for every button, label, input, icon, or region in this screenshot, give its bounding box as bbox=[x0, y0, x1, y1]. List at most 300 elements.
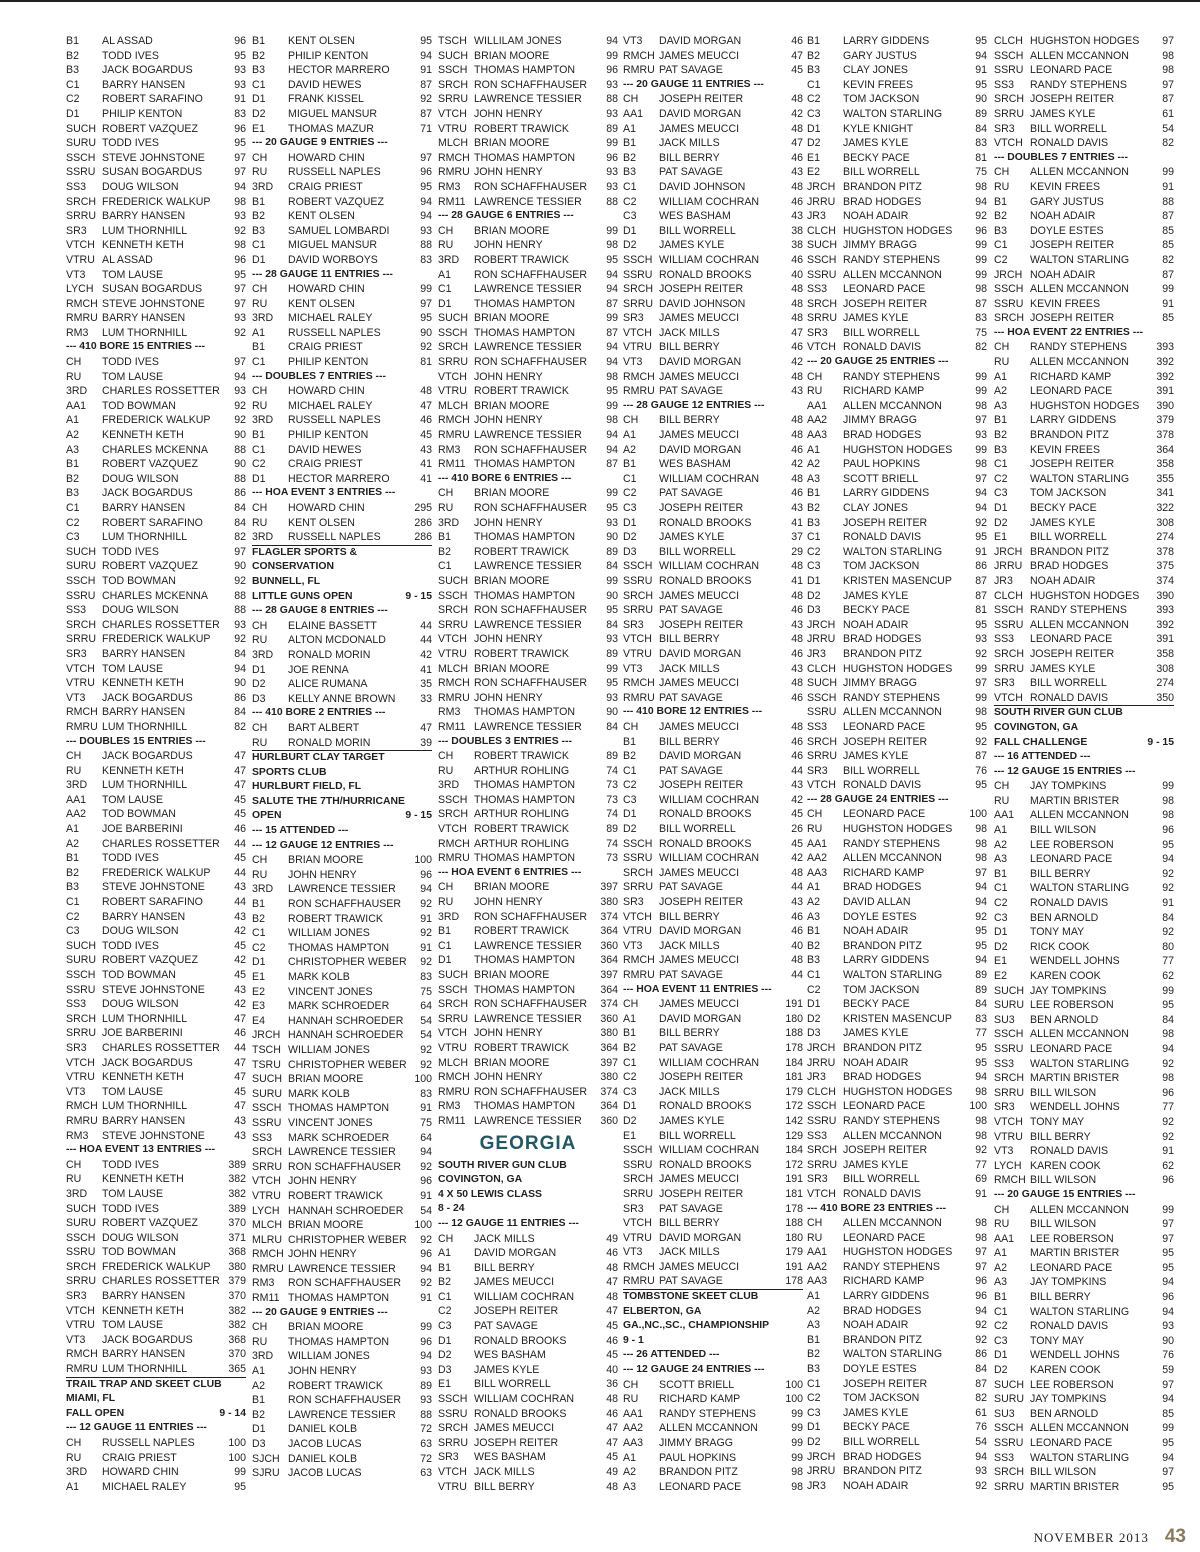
result-row bbox=[623, 165, 803, 180]
shooter-name: BILL BERRY bbox=[1030, 1130, 1091, 1143]
result-row bbox=[438, 632, 618, 647]
event-title: --- 28 GAUGE 8 ENTRIES --- bbox=[252, 605, 388, 617]
class-code: RMCH bbox=[623, 370, 655, 383]
result-row bbox=[252, 1116, 432, 1131]
score: 98 bbox=[1162, 1028, 1174, 1041]
result-row bbox=[623, 880, 803, 895]
class-code: VTRU bbox=[438, 1480, 467, 1493]
shooter-name: LAWRENCE TESSIER bbox=[474, 560, 582, 573]
score: 392 bbox=[1156, 618, 1174, 631]
shooter-name: RANDY STEPHENS bbox=[843, 253, 940, 266]
class-code: AA1 bbox=[994, 1232, 1015, 1245]
score: 95 bbox=[975, 1041, 987, 1054]
class-code: SSCH bbox=[438, 326, 468, 339]
result-row bbox=[438, 1319, 618, 1334]
issue-date: NOVEMBER 2013 bbox=[1033, 1530, 1149, 1545]
result-row bbox=[807, 749, 987, 764]
result-row bbox=[807, 1041, 987, 1056]
score: 99 bbox=[606, 224, 618, 237]
shooter-name: HANNAH SCHROEDER bbox=[288, 1029, 404, 1042]
result-row bbox=[66, 122, 246, 137]
result-row bbox=[994, 399, 1174, 414]
class-code: SRCH bbox=[994, 312, 1025, 325]
class-code: VTCH bbox=[66, 1304, 95, 1317]
shooter-name: JOSEPH REITER bbox=[843, 297, 928, 310]
score: 83 bbox=[420, 1087, 432, 1100]
result-row bbox=[438, 589, 618, 604]
shooter-name: WILLIAM COCHRAN bbox=[659, 852, 760, 865]
class-code: A1 bbox=[994, 824, 1007, 837]
shooter-name: BARRY HANSEN bbox=[102, 1114, 186, 1127]
result-row bbox=[66, 209, 246, 224]
shooter-name: LAWRENCE TESSIER bbox=[288, 1408, 396, 1421]
result-row bbox=[623, 1129, 803, 1144]
result-row bbox=[994, 1013, 1174, 1028]
score: 42 bbox=[791, 852, 803, 865]
result-row bbox=[994, 1027, 1174, 1042]
score: 91 bbox=[420, 1292, 432, 1305]
score: 43 bbox=[234, 983, 246, 996]
score: 99 bbox=[975, 239, 987, 252]
class-code: E4 bbox=[252, 1014, 265, 1027]
shooter-name: BRAD HODGES bbox=[843, 1304, 922, 1317]
score: 100 bbox=[228, 1451, 246, 1464]
shooter-name: JACK MILLS bbox=[659, 1085, 720, 1098]
result-row bbox=[252, 238, 432, 253]
class-code: SUCH bbox=[994, 984, 1025, 997]
class-code: VTCH bbox=[623, 910, 652, 923]
result-row bbox=[438, 107, 618, 122]
class-code: SRRU bbox=[623, 297, 654, 310]
result-row bbox=[252, 180, 432, 195]
shooter-name: ROBERT SARAFINO bbox=[102, 93, 203, 106]
shooter-name: BRIAN MOORE bbox=[474, 969, 550, 981]
class-code: A2 bbox=[994, 385, 1007, 398]
shooter-name: STEVE JOHNSTONE bbox=[102, 1129, 205, 1142]
score: 47 bbox=[791, 326, 803, 339]
class-code: RMRU bbox=[623, 64, 655, 77]
class-code: SRCH bbox=[438, 998, 469, 1011]
shooter-name: JAMES MEUCCI bbox=[659, 1173, 740, 1186]
result-row bbox=[252, 1174, 432, 1189]
score: 46 bbox=[606, 1247, 618, 1260]
class-code: B1 bbox=[252, 195, 265, 208]
score: 88 bbox=[420, 239, 432, 252]
result-row bbox=[994, 195, 1174, 210]
shooter-name: THOMAS HAMPTON bbox=[474, 779, 576, 792]
score: 350 bbox=[1156, 691, 1174, 704]
shooter-name: JAY TOMPKINS bbox=[1030, 1393, 1107, 1406]
score: 95 bbox=[234, 268, 246, 281]
shooter-name: DAVID JOHNSON bbox=[659, 297, 746, 310]
shooter-name: RONALD DAVIS bbox=[1030, 1320, 1109, 1333]
class-code: MLCH bbox=[438, 399, 469, 412]
event-heading bbox=[807, 793, 987, 808]
result-row bbox=[807, 662, 987, 677]
score: 98 bbox=[606, 239, 618, 252]
class-code: SRCH bbox=[994, 93, 1025, 106]
class-code: SSRU bbox=[994, 297, 1024, 310]
score: 90 bbox=[606, 706, 618, 719]
score: 95 bbox=[606, 253, 618, 266]
score: 98 bbox=[791, 1466, 803, 1479]
result-row bbox=[252, 692, 432, 707]
class-code: SRCH bbox=[66, 1012, 97, 1025]
class-code: VTRU bbox=[623, 341, 652, 354]
result-row bbox=[252, 326, 432, 341]
shooter-name: DAVID WORBOYS bbox=[288, 253, 378, 266]
result-row bbox=[623, 735, 803, 750]
class-code: RU bbox=[623, 1393, 639, 1406]
result-row bbox=[66, 428, 246, 443]
class-code: SSCH bbox=[807, 1100, 837, 1113]
shooter-name: THOMAS HAMPTON bbox=[288, 1335, 390, 1348]
shooter-name: FREDERICK WALKUP bbox=[102, 1260, 211, 1273]
score: 41 bbox=[420, 458, 432, 471]
shooter-name: PAT SAVAGE bbox=[659, 64, 723, 77]
shooter-name: HUGHSTON HODGES bbox=[843, 1246, 953, 1259]
event-title: --- DOUBLES 15 ENTRIES --- bbox=[66, 735, 206, 747]
score: 44 bbox=[234, 1041, 246, 1054]
club-heading: GA.,NC.,SC., CHAMPIONSHIP bbox=[623, 1320, 770, 1332]
score: 73 bbox=[606, 779, 618, 792]
shooter-name: CRAIG PRIEST bbox=[102, 1451, 177, 1464]
class-code: B3 bbox=[66, 487, 79, 500]
result-row bbox=[66, 370, 246, 385]
shooter-name: LARRY GIDDENS bbox=[843, 35, 930, 47]
shooter-name: BRAD HODGES bbox=[843, 429, 922, 442]
shooter-name: RON SCHAFFHAUSER bbox=[474, 443, 588, 456]
score: 94 bbox=[420, 1350, 432, 1363]
class-code: RU bbox=[66, 764, 82, 777]
class-code: SSRU bbox=[623, 852, 653, 865]
shooter-name: LAWRENCE TESSIER bbox=[474, 939, 582, 952]
event-title: --- 12 GAUGE 15 ENTRIES --- bbox=[994, 765, 1136, 777]
shooter-name: HOWARD CHIN bbox=[288, 385, 365, 398]
shooter-name: BRANDON PITZ bbox=[843, 1041, 922, 1054]
result-row bbox=[623, 311, 803, 326]
result-row bbox=[994, 413, 1174, 428]
score: 82 bbox=[234, 531, 246, 544]
result-row bbox=[994, 574, 1174, 589]
class-code: SRRU bbox=[807, 750, 838, 763]
results-column bbox=[807, 34, 987, 1493]
score: 94 bbox=[234, 370, 246, 383]
score: 91 bbox=[1162, 897, 1174, 910]
event-heading bbox=[994, 1188, 1174, 1203]
class-code: SS3 bbox=[994, 633, 1015, 646]
score: 397 bbox=[600, 969, 618, 981]
result-row bbox=[66, 1304, 246, 1319]
shooter-name: BARRY HANSEN bbox=[102, 706, 186, 719]
result-row bbox=[994, 1407, 1174, 1422]
shooter-name: CHRISTOPHER WEBER bbox=[288, 956, 407, 969]
result-row bbox=[994, 1130, 1174, 1145]
club-heading: FLAGLER SPORTS & bbox=[252, 545, 432, 561]
class-code: A1 bbox=[807, 443, 820, 456]
shooter-name: BILL BERRY bbox=[659, 1217, 720, 1230]
score: 80 bbox=[1162, 940, 1174, 953]
score: 88 bbox=[606, 93, 618, 106]
event-heading bbox=[66, 1421, 246, 1436]
shooter-name: WENDELL JOHNS bbox=[1030, 1349, 1120, 1362]
result-row bbox=[66, 1436, 246, 1451]
score: 42 bbox=[791, 458, 803, 471]
shooter-name: JAMES KYLE bbox=[843, 750, 909, 763]
score: 47 bbox=[606, 1276, 618, 1289]
score: 374 bbox=[1156, 574, 1174, 587]
score: 43 bbox=[791, 896, 803, 909]
result-row bbox=[807, 589, 987, 604]
score: 92 bbox=[1162, 882, 1174, 895]
class-code: E1 bbox=[438, 1378, 451, 1391]
result-row bbox=[807, 559, 987, 574]
score: 47 bbox=[606, 1422, 618, 1435]
class-code: B3 bbox=[623, 166, 636, 179]
result-row bbox=[994, 662, 1174, 677]
result-row bbox=[807, 34, 987, 49]
result-row bbox=[252, 1160, 432, 1175]
score: 85 bbox=[1162, 312, 1174, 325]
class-code: D1 bbox=[623, 224, 637, 237]
shooter-name: KENT OLSEN bbox=[288, 35, 355, 47]
score: 99 bbox=[1162, 1203, 1174, 1216]
shooter-name: ROBERT TRAWICK bbox=[474, 1041, 569, 1054]
score: 191 bbox=[785, 1173, 803, 1186]
shooter-name: PAT SAVAGE bbox=[659, 487, 723, 500]
event-heading bbox=[623, 1363, 803, 1378]
class-code: 3RD bbox=[252, 312, 274, 325]
class-code: AA2 bbox=[807, 414, 828, 427]
shooter-name: WENDELL JOHNS bbox=[1030, 955, 1120, 968]
class-code: B3 bbox=[807, 516, 820, 529]
class-code: SRRU bbox=[994, 107, 1025, 120]
result-row bbox=[623, 63, 803, 78]
event-heading bbox=[623, 705, 803, 720]
class-code: B1 bbox=[807, 925, 820, 938]
shooter-name: RICHARD KAMP bbox=[1030, 370, 1112, 383]
class-code: SRCH bbox=[623, 1173, 654, 1186]
event-title: --- DOUBLES 7 ENTRIES --- bbox=[994, 151, 1128, 163]
shooter-name: LARRY GIDDENS bbox=[843, 954, 930, 967]
class-code: C2 bbox=[994, 472, 1008, 485]
event-heading bbox=[252, 1306, 432, 1321]
shooter-name: WILLIAM COCHRAN bbox=[659, 1144, 760, 1157]
score: 90 bbox=[606, 589, 618, 602]
class-code: CH bbox=[438, 1232, 454, 1245]
shooter-name: CHRISTOPHER WEBER bbox=[288, 1233, 407, 1246]
class-code: RU bbox=[252, 736, 268, 749]
shooter-name: LEONARD PACE bbox=[1030, 633, 1113, 646]
score: 47 bbox=[606, 1436, 618, 1449]
shooter-name: WILLIAM COCHRAN bbox=[659, 195, 760, 208]
score: 72 bbox=[420, 1423, 432, 1436]
class-code: C3 bbox=[807, 560, 821, 573]
shooter-name: ROBERT TRAWICK bbox=[474, 925, 569, 938]
score: 375 bbox=[1156, 560, 1174, 573]
result-row bbox=[66, 924, 246, 939]
shooter-name: THOMAS HAMPTON bbox=[474, 326, 576, 339]
shooter-name: KAREN COOK bbox=[1030, 970, 1101, 982]
result-row bbox=[807, 268, 987, 283]
class-code: SSCH bbox=[807, 253, 837, 266]
score: 380 bbox=[600, 1071, 618, 1084]
shooter-name: CRAIG PRIEST bbox=[288, 341, 363, 354]
shooter-name: RON SCHAFFHAUSER bbox=[474, 180, 588, 193]
result-row bbox=[807, 340, 987, 355]
shooter-name: AL ASSAD bbox=[102, 253, 153, 266]
shooter-name: LUM THORNHILL bbox=[102, 1363, 188, 1376]
result-row bbox=[252, 999, 432, 1014]
class-code: A1 bbox=[252, 326, 265, 339]
result-row bbox=[66, 983, 246, 998]
result-row bbox=[807, 501, 987, 516]
class-code: RU bbox=[252, 166, 268, 179]
score: 45 bbox=[234, 1085, 246, 1098]
score: 59 bbox=[1162, 1364, 1174, 1377]
shooter-name: RANDY STEPHENS bbox=[1030, 341, 1127, 354]
score: 94 bbox=[975, 896, 987, 909]
score: 86 bbox=[234, 487, 246, 500]
class-code: CH bbox=[252, 502, 268, 514]
class-code: CLCH bbox=[994, 589, 1023, 602]
result-row bbox=[66, 78, 246, 93]
shooter-name: JOHN HENRY bbox=[474, 633, 543, 646]
score: 382 bbox=[228, 1173, 246, 1186]
event-heading bbox=[252, 486, 432, 501]
class-code: B2 bbox=[252, 1408, 265, 1421]
result-row bbox=[66, 691, 246, 706]
result-row bbox=[438, 1070, 618, 1085]
class-code: SURU bbox=[994, 999, 1025, 1012]
result-row bbox=[252, 868, 432, 883]
result-row bbox=[252, 1233, 432, 1248]
score: 92 bbox=[1162, 1115, 1174, 1128]
shooter-name: RANDY STEPHENS bbox=[1030, 604, 1127, 617]
class-code: C3 bbox=[994, 487, 1008, 500]
result-row bbox=[807, 413, 987, 428]
result-row bbox=[623, 837, 803, 852]
class-code: 3RD bbox=[66, 779, 88, 792]
score: 91 bbox=[420, 1102, 432, 1115]
score: 181 bbox=[785, 1071, 803, 1084]
result-row bbox=[807, 122, 987, 137]
shooter-name: HUGHSTON HODGES bbox=[1030, 399, 1140, 412]
shooter-name: HUGHSTON HODGES bbox=[843, 443, 953, 456]
shooter-name: BRIAN MOORE bbox=[474, 574, 550, 587]
class-code: B1 bbox=[807, 1333, 820, 1346]
result-row bbox=[623, 764, 803, 779]
score: 97 bbox=[420, 297, 432, 310]
class-code: D2 bbox=[807, 137, 821, 150]
result-row bbox=[252, 1466, 432, 1481]
score: 94 bbox=[606, 35, 618, 47]
shooter-name: DOUG WILSON bbox=[102, 1231, 179, 1244]
result-row bbox=[66, 399, 246, 414]
shooter-name: JIMMY BRAGG bbox=[843, 414, 917, 427]
shooter-name: JACK MILLS bbox=[474, 1232, 535, 1245]
score: 42 bbox=[791, 356, 803, 369]
score: 48 bbox=[791, 414, 803, 427]
score: 99 bbox=[606, 312, 618, 325]
score: 95 bbox=[1162, 999, 1174, 1012]
class-code: SR3 bbox=[438, 1451, 459, 1464]
result-row bbox=[252, 1437, 432, 1452]
club-heading: COVINGTON, GA bbox=[438, 1174, 523, 1186]
shooter-name: FREDERICK WALKUP bbox=[102, 633, 211, 646]
event-title: --- 20 GAUGE 11 ENTRIES --- bbox=[623, 78, 764, 90]
class-code: AA3 bbox=[623, 1437, 644, 1449]
score: 184 bbox=[785, 1056, 803, 1069]
shooter-name: MARK KOLB bbox=[288, 971, 350, 983]
score: 46 bbox=[791, 487, 803, 500]
result-row bbox=[994, 1421, 1174, 1436]
result-row bbox=[66, 530, 246, 545]
class-code: AA1 bbox=[623, 107, 644, 120]
shooter-name: KRISTEN MASENCUP bbox=[843, 574, 952, 587]
score: 44 bbox=[234, 866, 246, 879]
class-code: B2 bbox=[252, 49, 265, 62]
class-code: RU bbox=[252, 516, 268, 529]
shooter-name: JAMES MEUCCI bbox=[474, 1276, 555, 1289]
class-code: B1 bbox=[994, 414, 1007, 427]
result-row bbox=[252, 1364, 432, 1379]
club-heading: 4 X 50 LEWIS CLASS bbox=[438, 1188, 542, 1200]
result-row bbox=[252, 340, 432, 355]
score: 87 bbox=[975, 589, 987, 602]
event-heading bbox=[623, 399, 803, 414]
shooter-name: RON SCHAFFHAUSER bbox=[474, 910, 588, 923]
class-code: VTRU bbox=[66, 1071, 95, 1084]
result-row bbox=[438, 1275, 618, 1290]
score: 54 bbox=[420, 1204, 432, 1217]
score: 100 bbox=[785, 1378, 803, 1391]
result-row bbox=[807, 516, 987, 531]
shooter-name: BILL WILSON bbox=[1030, 1466, 1097, 1479]
class-code: C1 bbox=[807, 531, 821, 544]
score: 371 bbox=[228, 1231, 246, 1244]
score: 46 bbox=[791, 691, 803, 704]
result-row bbox=[807, 486, 987, 501]
top-rule bbox=[0, 0, 1200, 2]
score: 91 bbox=[420, 1189, 432, 1202]
shooter-name: PAT SAVAGE bbox=[659, 691, 723, 704]
score: 77 bbox=[1162, 1101, 1174, 1114]
result-row bbox=[438, 151, 618, 166]
result-row bbox=[66, 49, 246, 64]
shooter-name: JIMMY BRAGG bbox=[843, 677, 917, 690]
result-row bbox=[252, 122, 432, 137]
score: 179 bbox=[785, 1246, 803, 1259]
shooter-name: DOYLE ESTES bbox=[843, 1363, 917, 1376]
result-row bbox=[623, 603, 803, 618]
class-code: VT3 bbox=[66, 691, 86, 704]
shooter-name: ROBERT VAZQUEZ bbox=[102, 954, 198, 967]
shooter-name: RONALD BROOKS bbox=[474, 1334, 567, 1347]
class-code: B1 bbox=[66, 852, 79, 865]
shooter-name: WALTON STARLING bbox=[1030, 253, 1130, 266]
shooter-name: JOSEPH REITER bbox=[659, 896, 744, 909]
score: 397 bbox=[600, 1056, 618, 1069]
shooter-name: ALLEN MCCANNON bbox=[659, 1422, 758, 1435]
score: 89 bbox=[975, 107, 987, 120]
result-row bbox=[252, 1335, 432, 1350]
class-code: B1 bbox=[438, 531, 451, 544]
result-row bbox=[66, 224, 246, 239]
result-row bbox=[66, 895, 246, 910]
result-row bbox=[66, 1362, 246, 1377]
score: 61 bbox=[1162, 107, 1174, 120]
